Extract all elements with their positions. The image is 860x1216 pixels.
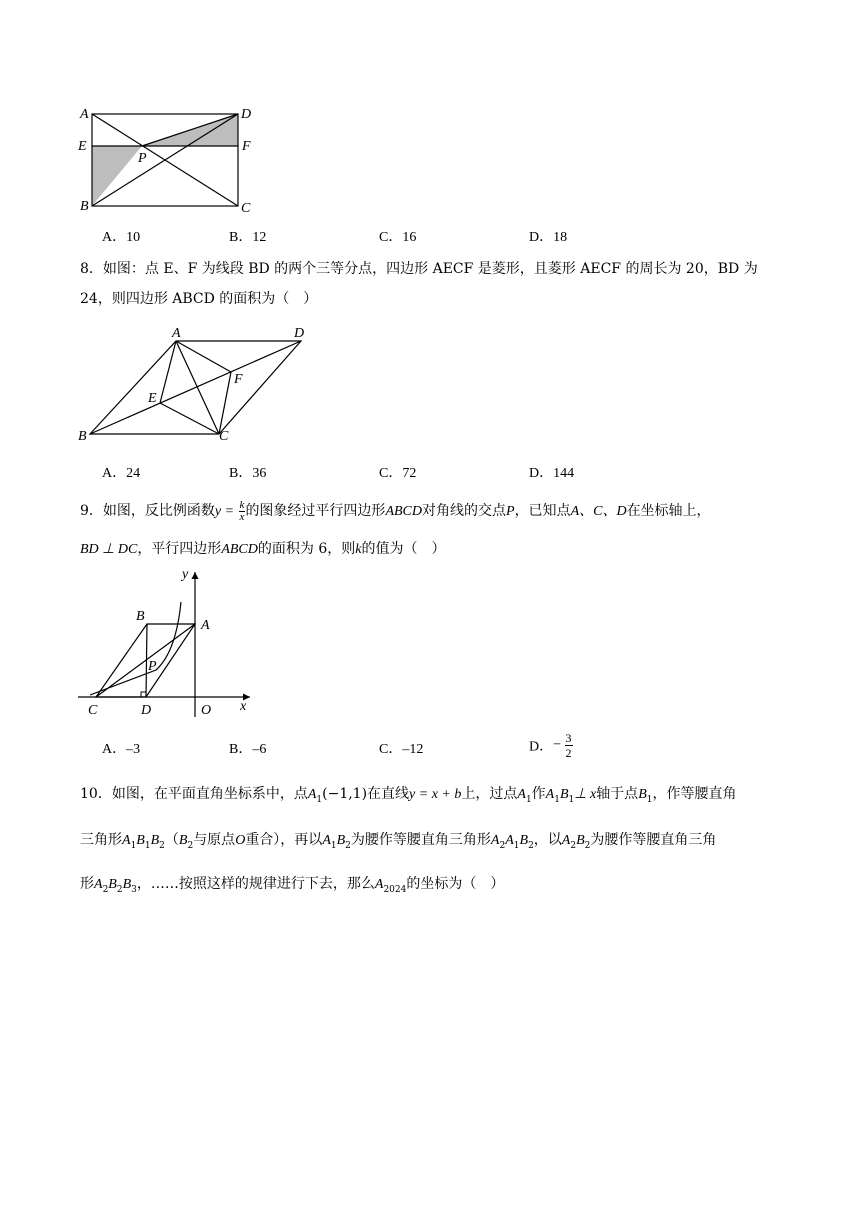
q10-a1b1-b: B xyxy=(559,787,569,802)
q8-text-line2: 24，则四边形 ABCD 的面积为（ ） xyxy=(80,291,318,307)
frac-numerator: k xyxy=(239,498,245,511)
right-angle-mark xyxy=(141,692,146,697)
q10-t9: 与原点 xyxy=(193,832,236,848)
q10-t2: 在直线 xyxy=(367,786,410,802)
q10-a1b1-a: A xyxy=(545,787,555,802)
label-x: x xyxy=(240,699,247,714)
q10-tri1-b: B xyxy=(136,833,145,848)
q9-text-2: 的图象经过平行四边形 xyxy=(245,503,386,519)
segment-af xyxy=(176,341,231,372)
label-A: A xyxy=(172,326,181,341)
q10-t16: 的坐标为（ ） xyxy=(406,876,505,892)
q10-t15: ，……按照这样的规律进行下去，那么 xyxy=(136,876,375,892)
q7-option-c[interactable]: C．16 xyxy=(379,230,417,245)
q10-leg1-a: A xyxy=(322,833,331,848)
q10-line-eq: y = x + b xyxy=(409,787,462,802)
q9-prefix: 9．如图，反比例函数 xyxy=(80,503,215,519)
q10-perp: ⊥ x xyxy=(574,787,597,802)
label-E: E xyxy=(148,391,157,406)
q10-b2-sub: 2 xyxy=(187,840,194,851)
q10-t11: 为腰作等腰直角三角形 xyxy=(350,832,491,848)
q8-option-b[interactable]: B．36 xyxy=(229,466,267,481)
q8-option-d[interactable]: D．144 xyxy=(529,466,575,481)
label-B: B xyxy=(136,609,145,624)
label-F: F xyxy=(242,139,251,154)
q10-tri3-a: A xyxy=(94,877,103,892)
q10-tri1-s3: 2 xyxy=(159,840,165,851)
q10-t12: ，以 xyxy=(533,832,562,848)
q10-tri2-s2: 1 xyxy=(513,840,520,851)
q9-perp-statement: BD ⊥ DC xyxy=(80,542,138,557)
q10-tri2-a: A xyxy=(490,833,500,848)
q9-text-line2 xyxy=(80,534,780,565)
q10-t6: ，作等腰直角 xyxy=(652,786,737,802)
q9-abcd-2: ABCD xyxy=(221,542,258,557)
diagonal-bd xyxy=(90,341,301,434)
frac-denominator: x xyxy=(239,510,245,523)
q9-point-p: P xyxy=(506,504,515,519)
q10-t1: 10．如图，在平面直角坐标系中，点 xyxy=(80,786,308,802)
q10-leg1-b: B xyxy=(336,833,346,848)
q10-t4: 作 xyxy=(531,786,546,802)
q10-tri1-a: A xyxy=(122,833,131,848)
label-C: C xyxy=(88,703,98,718)
q10-t14: 形 xyxy=(80,876,94,892)
q10-tri2-c: B xyxy=(519,833,529,848)
diagonal-ac xyxy=(96,624,195,697)
q9-abcd: ABCD xyxy=(385,504,422,519)
q10-leg2-a: A xyxy=(561,833,571,848)
segment-fc xyxy=(219,372,231,434)
q9-option-d[interactable] xyxy=(529,731,573,760)
q10-a1-coord: (−1,1) xyxy=(322,786,368,802)
q10-a1: A xyxy=(307,787,317,802)
q10-t3: 上，过点 xyxy=(461,786,518,802)
q10-a1b1-s2: 1 xyxy=(568,794,575,805)
q10-leg2-s1: 2 xyxy=(570,840,577,851)
q10-text-line3 xyxy=(80,869,780,905)
label-P: P xyxy=(148,659,157,674)
q10-leg1-s1: 1 xyxy=(330,840,337,851)
q10-leg2-b: B xyxy=(576,833,585,848)
q9-text-4: ，已知点 xyxy=(514,503,571,519)
label-E: E xyxy=(78,139,87,154)
q10-a2024: A xyxy=(374,877,384,892)
q10-text-line2 xyxy=(80,825,780,861)
q10-text-line1 xyxy=(80,779,780,815)
q9-k: k xyxy=(355,542,362,557)
q9-text-6: ，平行四边形 xyxy=(137,541,222,557)
q7-option-d[interactable]: D．18 xyxy=(529,230,568,245)
q10-tri2-b: A xyxy=(505,833,514,848)
label-D: D xyxy=(141,703,152,718)
q9-text-3: 对角线的交点 xyxy=(422,503,506,519)
q9-points-acd: A、C、D xyxy=(570,504,627,519)
label-C: C xyxy=(241,201,251,216)
q10-t7: 三角形 xyxy=(80,832,122,848)
q10-tri2-s1: 2 xyxy=(499,840,506,851)
q10-origin-o: O xyxy=(235,833,246,848)
q10-a1-b: A xyxy=(517,787,526,802)
label-F: F xyxy=(234,372,243,387)
q10-a1-sub-b: 1 xyxy=(525,794,532,805)
q10-b1-sub: 1 xyxy=(646,794,653,805)
q7-option-a[interactable]: A．10 xyxy=(102,230,141,245)
q9-option-a[interactable]: A．–3 xyxy=(102,742,141,757)
q7-option-b[interactable]: B．12 xyxy=(229,230,267,245)
q10-tri3-s3: 3 xyxy=(131,884,137,895)
q10-tri3-s1: 2 xyxy=(102,884,109,895)
frac-numerator: 3 xyxy=(565,731,572,745)
label-O: O xyxy=(201,703,212,718)
q10-tri3-s2: 2 xyxy=(116,884,123,895)
q10-tri3-b: B xyxy=(108,877,117,892)
q9-option-b[interactable]: B．–6 xyxy=(229,742,267,757)
label-P: P xyxy=(138,151,147,166)
q10-tri1-s1: 1 xyxy=(130,840,137,851)
q10-tri1-s2: 1 xyxy=(144,840,151,851)
label-A: A xyxy=(80,107,89,122)
q10-tri3-c: B xyxy=(122,877,132,892)
q10-t13: 为腰作等腰直角三角 xyxy=(590,832,717,848)
q10-b1: B xyxy=(638,787,647,802)
shaded-triangle-left xyxy=(92,146,142,206)
label-D: D xyxy=(241,107,252,122)
q10-tri2-s3: 2 xyxy=(528,840,534,851)
label-C: C xyxy=(219,429,229,444)
label-B: B xyxy=(78,429,87,444)
q9-option-d-minus: − xyxy=(553,737,562,753)
q9-option-c[interactable]: C．–12 xyxy=(379,742,424,757)
q9-text-5: 在坐标轴上， xyxy=(626,503,711,519)
frac-denominator: 2 xyxy=(565,746,572,760)
label-y: y xyxy=(182,567,189,582)
q9-text-7: 的面积为 6，则 xyxy=(257,541,356,557)
q10-leg2-s2: 2 xyxy=(584,840,591,851)
q8-text-line1: 8．如图：点 E、F 为线段 BD 的两个三等分点，四边形 AECF 是菱形，且菱形 AECF 的周长为 20，BD 为 xyxy=(80,261,758,277)
q9-y-eq: y = xyxy=(214,504,235,519)
figure-q7-rectangle xyxy=(70,100,270,220)
q10-t5: 轴于点 xyxy=(596,786,639,802)
q10-t8: （ xyxy=(164,832,179,848)
q10-t10: 重合），再以 xyxy=(245,832,323,848)
q9-option-d-prefix: D． xyxy=(529,739,554,755)
q9-text-line1 xyxy=(80,496,780,527)
q8-option-a[interactable]: A．24 xyxy=(102,466,141,481)
diagonal-ac xyxy=(176,341,219,434)
label-D: D xyxy=(294,326,305,341)
q10-a1-sub: 1 xyxy=(316,794,323,805)
label-A: A xyxy=(201,618,210,633)
q9-text-8: 的值为（ ） xyxy=(361,541,446,557)
figure-q9-coordinate xyxy=(70,562,270,722)
q8-option-c[interactable]: C．72 xyxy=(379,466,417,481)
segment-ec xyxy=(160,403,219,434)
q9-option-d-fraction xyxy=(565,731,573,760)
q10-leg1-s2: 2 xyxy=(345,840,351,851)
q10-b2: B xyxy=(178,833,188,848)
label-B: B xyxy=(80,199,89,214)
q10-a1b1-s1: 1 xyxy=(554,794,560,805)
figure-q8-quadrilateral xyxy=(70,320,320,450)
q10-tri1-c: B xyxy=(150,833,160,848)
q10-a2024-sub: 2024 xyxy=(383,884,407,895)
